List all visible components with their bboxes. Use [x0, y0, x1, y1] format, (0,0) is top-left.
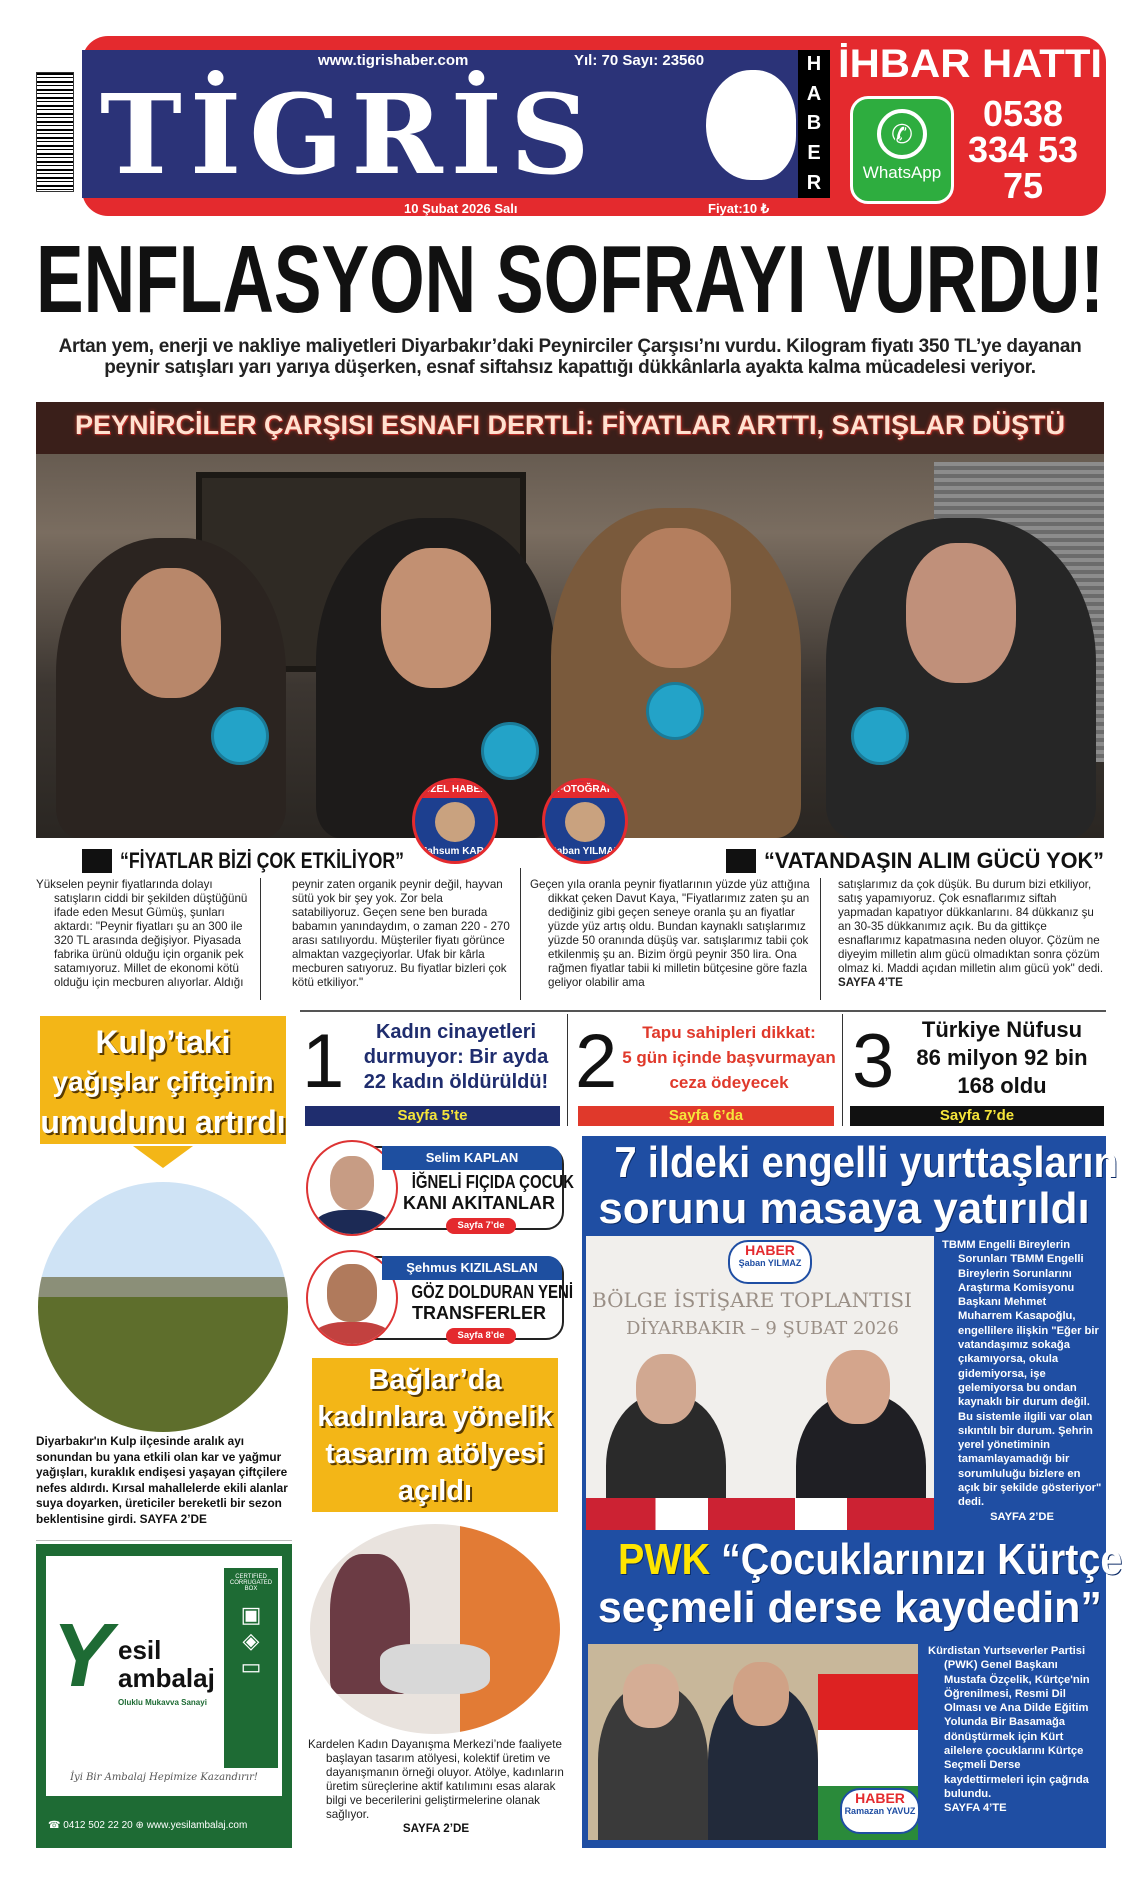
- globe-icon: ⊕: [135, 1820, 147, 1831]
- ad-phone[interactable]: 0412 502 22 20: [63, 1820, 133, 1831]
- main-headline: ENFLASYON SOFRAYI VURDU!: [36, 226, 1104, 333]
- yesil-ambalaj-ad[interactable]: [36, 1544, 292, 1848]
- backdrop-text: BÖLGE İSTİŞARE TOPLANTISI: [592, 1288, 912, 1312]
- phone-icon: ☎: [48, 1820, 64, 1831]
- ad-panel: [46, 1556, 282, 1796]
- ad-brand: [118, 1636, 215, 1692]
- baglar-title-box: [310, 1356, 560, 1514]
- haber-letter: H: [806, 53, 822, 76]
- headline-line: 7 ildeki engelli yurttaşların: [614, 1138, 1119, 1187]
- hotline-phone[interactable]: [958, 93, 1088, 206]
- kulp-title-box: [38, 1014, 288, 1146]
- page-ref[interactable]: SAYFA 2’DE: [139, 1511, 207, 1526]
- quote-2-col-2: [838, 878, 1108, 990]
- reporter-badge: [412, 778, 498, 864]
- item-line: Tapu sahipleri dikkat:: [642, 1023, 816, 1042]
- page-ref[interactable]: SAYFA 4’TE: [838, 976, 903, 989]
- strip-top-rule: [300, 1010, 1106, 1012]
- newspaper-logo: TİGRİS: [100, 70, 598, 199]
- column-divider: [520, 868, 521, 1000]
- divider: [36, 1540, 292, 1541]
- numbered-item-3[interactable]: [900, 1016, 1104, 1100]
- item-line: 22 kadın öldürüldü!: [363, 1071, 549, 1093]
- barcode: [36, 72, 74, 192]
- columnist-card[interactable]: [306, 1140, 574, 1236]
- yellow-arrow: [133, 1146, 193, 1168]
- lead-photo: [36, 402, 1104, 838]
- box-icon: ▣ ◈ ▭: [240, 1602, 262, 1679]
- microphone-icon: [481, 722, 539, 780]
- microphone-icon: [646, 682, 704, 740]
- title-square: [82, 849, 112, 873]
- ad-brand-line: ambalaj: [118, 1663, 215, 1693]
- haber-badge: [728, 1240, 812, 1284]
- ad-brand-line: esil: [118, 1635, 162, 1665]
- headline-line: sorunu masaya yatırıldı: [598, 1184, 1090, 1233]
- ad-brand-initial: Y: [52, 1606, 113, 1706]
- issue-date: 10 Şubat 2026 Salı: [404, 201, 518, 216]
- item-number: 2: [575, 1019, 618, 1104]
- item-number: 3: [852, 1019, 895, 1104]
- whatsapp-icon: ✆: [877, 109, 927, 159]
- quote-1-col-1: Yükselen peynir fiyatlarında dolayı satışların ciddi bir şekilden düştüğünü ifade eden Mesut Gümüş, şunları aktardı: "Peynir fiyatları şu an 300 ile 320 TL arasında değişiyor. Piyasada fabrika ürünü olduğu için organik pek satamıyoruz. Millet de ekonomi kötü olduğu için mecburen alıyorlar. Aldığı: [36, 878, 248, 989]
- kulp-field-photo: [38, 1182, 288, 1432]
- ad-badge: CERTIFIED CORRUGATED BOX: [229, 1574, 273, 1592]
- headline-line: “Çocuklarınızı Kürtçe: [721, 1535, 1123, 1584]
- haber-letter: A: [806, 82, 822, 105]
- ad-contact: [48, 1820, 247, 1831]
- reporter-avatar: [435, 802, 475, 842]
- page-ref[interactable]: SAYFA 2’DE: [990, 1510, 1054, 1523]
- item-line: Kadın cinayetleri: [375, 1021, 537, 1043]
- title-line: İĞNELİ FIÇIDA ÇOCUK: [411, 1172, 574, 1192]
- baglar-title-line: Bağlar’da: [368, 1364, 502, 1396]
- badge-name: Şaban YILMAZ: [738, 1258, 802, 1268]
- item-line: durmuyor: Bir ayda: [363, 1046, 549, 1068]
- ad-web[interactable]: www.yesilambalaj.com: [146, 1820, 248, 1831]
- badge-name: Mahsum KARA: [418, 846, 492, 857]
- haber-badge: [840, 1788, 920, 1834]
- hotline-title: İHBAR HATTI: [838, 42, 1102, 86]
- haber-letter: B: [806, 112, 822, 135]
- baglar-article: [308, 1738, 564, 1836]
- person-4: [826, 518, 1096, 838]
- columnist-name: Selim KAPLAN: [382, 1146, 562, 1170]
- quote-title-text: “FİYATLAR BİZİ ÇOK ETKİLİYOR”: [120, 848, 404, 873]
- baglar-title-line: tasarım atölyesi: [325, 1438, 545, 1470]
- badge-name: Şaban YILMAZ: [550, 846, 620, 857]
- page-ref-bar[interactable]: Sayfa 7’de: [850, 1106, 1104, 1126]
- quote-text: satışlarımız da çok düşük. Bu durum bizi etkiliyor, satış yapamıyoruz. Çok esnaflarımız siftah yapmadan kapatıyor dükkanlarını. 84 dükkanız şu an 30-35 dükkanımız açık. Bu da gittikçe esnaflarımız kapatmasına neden oluyor. Çözüm ne diyeyim milletin alım gücü olmadıktan sonra çözüm olmaz ki. Maddi açıdan milletin alım gücü yok" dedi.: [838, 878, 1104, 975]
- item-line: 168 oldu: [957, 1073, 1047, 1098]
- columnist-card[interactable]: [306, 1250, 574, 1346]
- headline-line: seçmeli derse kaydedin”: [597, 1583, 1102, 1632]
- price: Fiyat:10 ₺: [708, 201, 770, 216]
- photo-caption-text: PEYNİRCİLER ÇARŞISI ESNAFI DERTLİ: FİYATLAR ARTTI, SATIŞLAR DÜŞTÜ: [74, 410, 1066, 440]
- kulp-title-line: umudunu artırdı: [40, 1104, 286, 1140]
- engelli-body: TBMM Engelli Bireylerin Sorunları TBMM Engelli Bireylerin Sorunlarını Araştırma Komisyonu Başkanı Mehmet Muharrem Kasapoğlu, engellilere ilişkin "Eğer bir vatandaşımız sokağa çıkamıyorsa, okula gidemiyorsa, işe gelemiyorsa bu ondan kaynaklı bir durum değil. Bu sistemle ilgili var olan sıkıntılı bir durum. Şehrin yerel yönetiminin tamamlayamadığı bir sorumluluğu bizlere en açık bir şekilde gösteriyor" dedi.: [942, 1239, 1102, 1509]
- columnist-name: Şehmus KIZILASLAN: [382, 1256, 562, 1280]
- kulp-text: [36, 1434, 292, 1527]
- right-news-panel: [582, 1136, 1123, 1848]
- workshop-photo: [310, 1524, 560, 1734]
- issue-number: Yıl: 70 Sayı: 23560: [574, 52, 705, 69]
- column-divider: [567, 1014, 568, 1126]
- phone-line: 334 53: [967, 129, 1079, 170]
- backdrop-text: DİYARBAKIR – 9 ŞUBAT 2026: [626, 1318, 899, 1339]
- badge-label: FOTOĞRAF: [545, 781, 625, 798]
- haber-vertical-label: [798, 50, 830, 198]
- phone-line: 0538: [982, 93, 1064, 134]
- page-ref[interactable]: SAYFA 4’TE: [944, 1802, 1007, 1815]
- column-title: [398, 1282, 574, 1324]
- page-ref[interactable]: SAYFA 2’DE: [402, 1822, 470, 1835]
- column-divider: [842, 1014, 843, 1126]
- column-divider: [820, 878, 821, 1000]
- item-number: 1: [302, 1019, 345, 1104]
- badge-label: HABER: [745, 1242, 795, 1258]
- page-ref-bar[interactable]: Sayfa 6’da: [578, 1106, 834, 1126]
- pwk-text: [928, 1644, 1102, 1816]
- head-gear-logo-icon: [706, 70, 796, 180]
- photo-caption: [36, 410, 1104, 441]
- website-url[interactable]: www.tigrishaber.com: [318, 52, 469, 69]
- numbered-item-2[interactable]: [622, 1020, 836, 1095]
- quote-title-1: [82, 848, 404, 874]
- title-line: GÖZ DOLDURAN YENİ: [411, 1282, 574, 1302]
- microphone-icon: [211, 707, 269, 765]
- microphone-icon: [851, 707, 909, 765]
- item-line: 5 gün içinde başvurmayan: [622, 1048, 836, 1067]
- whatsapp-button[interactable]: [850, 96, 954, 204]
- baglar-title-line: açıldı: [397, 1475, 473, 1507]
- engelli-headline[interactable]: [592, 1138, 1119, 1233]
- page-ref-bar[interactable]: Sayfa 5’te: [305, 1106, 560, 1126]
- engelli-text: [942, 1238, 1102, 1524]
- column-title: [398, 1172, 574, 1214]
- item-line: ceza ödeyecek: [669, 1073, 789, 1092]
- ad-slogan: İyi Bir Ambalaj Hepimize Kazandırır!: [70, 1772, 258, 1783]
- quote-title-2: [726, 848, 1104, 874]
- pwk-headline[interactable]: [592, 1535, 1123, 1632]
- baglar-text: Kardelen Kadın Dayanışma Merkezi’nde faaliyete başlayan tasarım atölyesi, kolektif üretim ve dayanışmanın örneği oluyor. Atölye, kadınların üretim süreçlerine aktif katılımını esas alarak bilgi ve becerilerini geliştirmelerine olanak sağlıyor.: [308, 1738, 564, 1821]
- haber-letter: R: [806, 171, 822, 194]
- item-line: Türkiye Nüfusu: [921, 1017, 1083, 1042]
- kulp-title-line: Kulp’taki: [95, 1024, 231, 1060]
- quote-title-text: “VATANDAŞIN ALIM GÜCÜ YOK”: [764, 848, 1104, 873]
- title-line: KANI AKITANLAR: [403, 1193, 555, 1213]
- numbered-item-1[interactable]: [350, 1020, 562, 1095]
- title-line: TRANSFERLER: [412, 1303, 546, 1323]
- badge-name: Ramazan YAVUZ: [844, 1806, 916, 1816]
- baglar-title-line: kadınlara yönelik: [317, 1401, 553, 1433]
- kulp-title-line: yağışlar çiftçinin: [52, 1066, 274, 1097]
- item-line: 86 milyon 92 bin: [916, 1045, 1088, 1070]
- person-1: [56, 538, 286, 838]
- quote-1-col-2: peynir zaten organik peynir değil, hayvan sütü yok bir şey yok. Zor bela satabiliyoruz. Geçen sene ben burada babamın yanındaydım, o zaman 220 - 270 arası satılıyordu. Müşteriler fiyatı görünce almaktan vazgeçiyorlar. Ufak bir kârla mecburen satıyoruz. Bu fiyatlar bizleri çok kötü etkiliyor.": [292, 878, 510, 989]
- page-ref: Sayfa 7’de: [446, 1218, 516, 1234]
- quote-2-col-1: Geçen yıla oranla peynir fiyatlarının yüzde yüz attığına dikkat çeken Davut Kaya, "Fiyatlarımız zaten şu an dediğiniz gibi geçen seneye oranla şu an fiyatlar yüzde yüz artış oldu. Bundan kaynaklı satışlarımız yüzde 50 oranında düşüş var. satışlarımız tabii çok etkilenmiş şu an. Bizim örgü peynir 350 lira. Ona rağmen fiyatlar tabii ki milletin bütçesine göre fazla geliyor olabilir ama: [530, 878, 810, 989]
- whatsapp-label: WhatsApp: [862, 163, 942, 182]
- lead-deck: Artan yem, enerji ve nakliye maliyetleri Diyarbakır’daki Peynirciler Çarşısı’nı vurdu. Kilogram fiyatı 350 TL’ye dayanan peynir satışları yarı yarıya düşerken, esnaf siftahsız kapattığı dükkânlarla ayakta kalma mücadelesi veriyor.: [58, 336, 1082, 378]
- title-square: [726, 849, 756, 873]
- kulp-text-body: Diyarbakır'ın Kulp ilçesinde aralık ayı sonundan bu yana etkili olan kar ve yağmur yağışları, kuraklık endişesi yaşayan çiftçilere nefes aldırdı. Kırsal mahallelerde ekili alanlar suya doyarken, üreticiler bereketli bir sezon beklentisine girdi.: [36, 1434, 288, 1526]
- ad-tagline: Oluklu Mukavva Sanayi: [118, 1698, 207, 1707]
- haber-letter: E: [807, 142, 821, 165]
- pwk-prefix: PWK: [618, 1535, 711, 1584]
- page-ref: Sayfa 8’de: [446, 1328, 516, 1344]
- main-headline-wrap: [36, 228, 1104, 332]
- photographer-avatar: [565, 802, 605, 842]
- ad-badge-strip: [224, 1568, 278, 1768]
- column-divider: [260, 878, 261, 1000]
- phone-line: 75: [1002, 165, 1044, 206]
- hotline-title-wrap: [838, 44, 1102, 84]
- photographer-badge: [542, 778, 628, 864]
- pwk-body: Kürdistan Yurtseverler Partisi (PWK) Genel Başkanı Mustafa Özçelik, Kürtçe'nin Öğrenilmesi, Resmi Dil Olması ve Ana Dilde Eğitim Yolunda Bir Basamağa dönüştürmek için Kürt ailelere çocuklarını Kürtçe Seçmeli Derse kaydettirmeleri için çağrıda bulundu.: [928, 1645, 1090, 1800]
- badge-label: HABER: [855, 1790, 905, 1806]
- badge-label: ÖZEL HABER: [415, 781, 495, 798]
